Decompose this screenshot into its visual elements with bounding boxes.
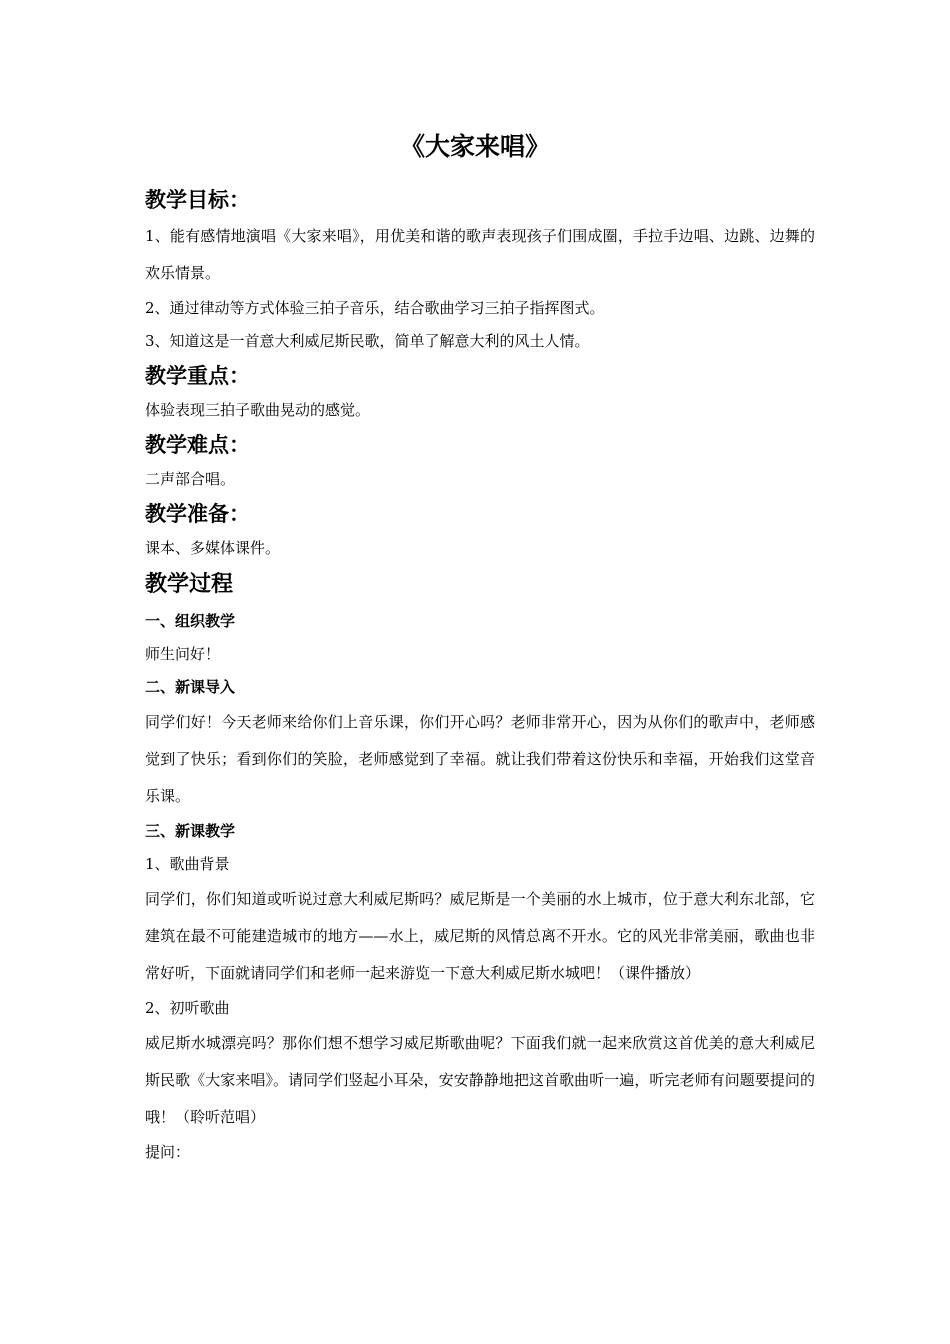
- section-3-sub1-heading: 1、歌曲背景: [145, 855, 230, 873]
- difficulties-text: 二声部合唱。: [145, 470, 236, 488]
- preparation-heading: 教学准备：: [145, 502, 250, 526]
- section-3-sub1-text: 同学们，你们知道或听说过意大利威尼斯吗？威尼斯是一个美丽的水上城市，位于意大利东北部，它建筑在最不可能建造城市的地方——水上，威尼斯的风情总离不开水。它的风光非常美丽，歌曲也非常好听，下面就请同学们和老师一起来游览一下意大利威尼斯水城吧！（课件播放）: [145, 890, 815, 982]
- preparation-text: 课本、多媒体课件。: [145, 539, 281, 557]
- objective-item-3: 3、知道这是一首意大利威尼斯民歌，简单了解意大利的风土人情。: [145, 332, 590, 350]
- process-heading: 教学过程: [145, 572, 234, 597]
- question-label: 提问：: [145, 1143, 191, 1161]
- key-points-heading: 教学重点：: [145, 364, 250, 388]
- objective-item-1: 1、能有感情地演唱《大家来唱》，用优美和谐的歌声表现孩子们围成圈，手拉手边唱、边跳、边舞的欢乐情景。: [145, 227, 815, 282]
- document-title: 《大家来唱》: [399, 132, 550, 161]
- key-points-text: 体验表现三拍子歌曲晃动的感觉。: [145, 401, 371, 419]
- objective-item-2: 2、通过律动等方式体验三拍子音乐，结合歌曲学习三拍子指挥图式。: [145, 299, 605, 317]
- document-body: [145, 182, 815, 1169]
- section-1-text: 师生问好！: [145, 645, 221, 663]
- section-3-heading: 三、新课教学: [145, 822, 236, 840]
- section-3-sub2-text: 威尼斯水城漂亮吗？那你们想不想学习威尼斯歌曲呢？下面我们就一起来欣赏这首优美的意大利威尼斯民歌《大家来唱》。请同学们竖起小耳朵，安安静静地把这首歌曲听一遍，听完老师有问题要提问的哦！（聆听范唱）: [145, 1034, 815, 1126]
- objectives-heading: 教学目标：: [145, 188, 250, 212]
- difficulties-heading: 教学难点：: [145, 433, 250, 457]
- section-3-sub2-heading: 2、初听歌曲: [145, 999, 230, 1017]
- section-2-text: 同学们好！今天老师来给你们上音乐课，你们开心吗？老师非常开心，因为从你们的歌声中，老师感觉到了快乐；看到你们的笑脸，老师感觉到了幸福。就让我们带着这份快乐和幸福，开始我们这堂音乐课。: [145, 713, 815, 805]
- section-1-heading: 一、组织教学: [145, 612, 236, 630]
- section-2-heading: 二、新课导入: [145, 678, 236, 696]
